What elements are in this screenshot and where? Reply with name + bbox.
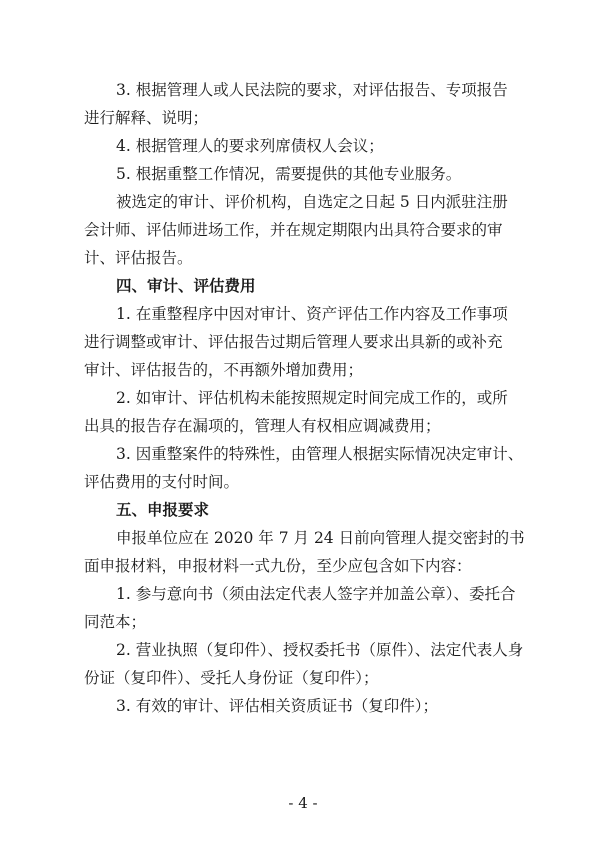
paragraph-line: 会计师、评估师进场工作，并在规定期限内出具符合要求的审: [84, 221, 503, 239]
paragraph-submission-deadline: [84, 524, 539, 580]
paragraph-line: 2. 如审计、评估机构未能按照规定时间完成工作的，或所: [116, 389, 508, 407]
paragraph-fee-1: [84, 300, 539, 384]
paragraph-fee-3: [84, 440, 539, 496]
paragraph-line: 出具的报告存在漏项的，管理人有权相应调减费用；: [84, 417, 441, 435]
section-heading-requirements: 五、申报要求: [116, 501, 210, 519]
document-body: [84, 76, 539, 720]
paragraph-line: 5. 根据重整工作情况，需要提供的其他专业服务。: [116, 165, 462, 183]
paragraph-selection: [84, 188, 539, 272]
paragraph-line: 3. 有效的审计、评估相关资质证书（复印件）；: [116, 697, 438, 715]
paragraph-line: 份证（复印件）、受托人身份证（复印件）；: [84, 669, 379, 687]
paragraph-line: 计、评估报告。: [84, 249, 193, 267]
paragraph-line: 进行调整或审计、评估报告过期后管理人要求出具新的或补充: [84, 333, 503, 351]
paragraph-item-5-other: [84, 160, 539, 188]
paragraph-requirement-1: [84, 580, 539, 636]
paragraph-line: 1. 在重整程序中因对审计、资产评估工作内容及工作事项: [116, 305, 508, 323]
paragraph-line: 3. 因重整案件的特殊性，由管理人根据实际情况决定审计、: [116, 445, 524, 463]
paragraph-item-4-attend: [84, 132, 539, 160]
paragraph-line: 审计、评估报告的，不再额外增加费用；: [84, 361, 364, 379]
paragraph-line: 评估费用的支付时间。: [84, 473, 240, 491]
paragraph-line: 3. 根据管理人或人民法院的要求，对评估报告、专项报告: [116, 81, 508, 99]
paragraph-line: 被选定的审计、评价机构，自选定之日起 5 日内派驻注册: [116, 193, 508, 211]
paragraph-requirement-3: [84, 692, 539, 720]
paragraph-line: 同范本；: [84, 613, 147, 631]
page-number: - 4 -: [288, 794, 318, 812]
paragraph-item-3-explain: [84, 76, 539, 132]
paragraph-line: 进行解释、说明；: [84, 109, 209, 127]
paragraph-requirement-2: [84, 636, 539, 692]
paragraph-line: 4. 根据管理人的要求列席债权人会议；: [116, 137, 384, 155]
paragraph-line: 2. 营业执照（复印件）、授权委托书（原件）、法定代表人身: [116, 641, 524, 659]
paragraph-fee-2: [84, 384, 539, 440]
paragraph-line: 1. 参与意向书（须由法定代表人签字并加盖公章）、委托合: [116, 585, 516, 603]
section-heading-fees: 四、审计、评估费用: [116, 277, 256, 295]
paragraph-line: 面申报材料，申报材料一式九份，至少应包含如下内容：: [84, 557, 472, 575]
paragraph-line: 申报单位应在 2020 年 7 月 24 日前向管理人提交密封的书: [116, 529, 525, 547]
